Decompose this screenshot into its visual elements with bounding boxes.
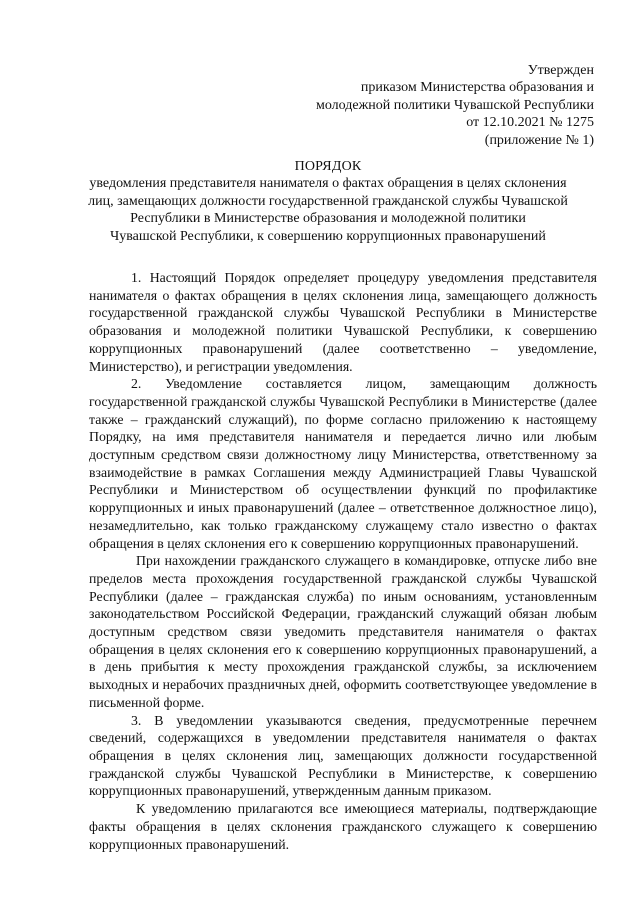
approval-line-order: приказом Министерства образования и — [360, 80, 594, 96]
paragraph-2: 2. Уведомление составляется лицом, замещающим должность государственной гражданской службы Чувашской Республики в Министерстве (далее также – гражданский служащий), по форме согласно приложению к настоящему Порядку, на имя представителя нанимателя и передается лично или любым доступным средством связи должностному лицу Министерства, ответственному за взаимодействие в рамках Соглашения между Администрацией Главы Чувашской Республики и Министерством об осуществлении функций по профилактике коррупционных и иных правонарушений (далее – ответственное должностное лицо), незамедлительно, как только гражданскому служащему стало известно о фактах обращения в целях склонения его к совершению коррупционных правонарушений. — [89, 376, 597, 551]
paragraph-2-continued: При нахождении гражданского служащего в командировке, отпуске либо вне пределов места прохождения государственной гражданской службы Чувашской Республики (далее – гражданская служба) по иным основаниям, установленным законодательством Российской Федерации, гражданский служащий обязан любым доступным средством связи уведомить представителя нанимателя о фактах обращения в целях склонения его к совершению коррупционных правонарушений, а в день прибытия к месту прохождения гражданской службы, за исключением выходных и нерабочих праздничных дней, оформить соответствующее уведомление в письменной форме. — [89, 553, 597, 710]
approval-line-ministry: молодежной политики Чувашской Республики — [316, 97, 594, 113]
approval-line-date-number: от 12.10.2021 № 1275 — [466, 115, 594, 131]
document-title-block — [60, 158, 596, 245]
paragraph-3-attachments: К уведомлению прилагаются все имеющиеся материалы, подтверждающие факты обращения в целях склонения гражданского служащего к совершению коррупционных правонарушений. — [89, 801, 597, 852]
document-heading: ПОРЯДОК — [294, 159, 362, 174]
document-subtitle-line: лиц, замещающих должности государственной гражданской службы Чувашской — [88, 193, 568, 209]
approval-line-appendix: (приложение № 1) — [484, 132, 594, 148]
document-subtitle-line: Чувашской Республики, к совершению коррупционных правонарушений — [110, 228, 546, 244]
paragraph-1: 1. Настоящий Порядок определяет процедуру уведомления представителя нанимателя о фактах обращения в целях склонения лица, замещающего должность государственной гражданской службы Чувашской Республики в Министерстве образования и молодежной политики Чувашской Республики, к совершению коррупционных правонарушений (далее соответственно – уведомление, Министерство), и регистрации уведомления. — [89, 270, 597, 374]
paragraph-3: 3. В уведомлении указываются сведения, предусмотренные перечнем сведений, содержащихся в уведомлении представителя нанимателя о фактах обращения в целях склонения лиц, замещающих должности государственной гражданской службы Чувашской Республики в Министерстве, к совершению коррупционных правонарушений, утвержденным данным приказом. — [89, 712, 597, 799]
approval-stamp — [316, 62, 594, 149]
document-subtitle-line: Республики в Министерстве образования и молодежной политики — [130, 211, 526, 227]
approval-line-approved: Утвержден — [527, 63, 594, 78]
document-subtitle-line: уведомления представителя нанимателя о фактах обращения в целях склонения — [89, 176, 567, 192]
document-body — [89, 269, 597, 853]
